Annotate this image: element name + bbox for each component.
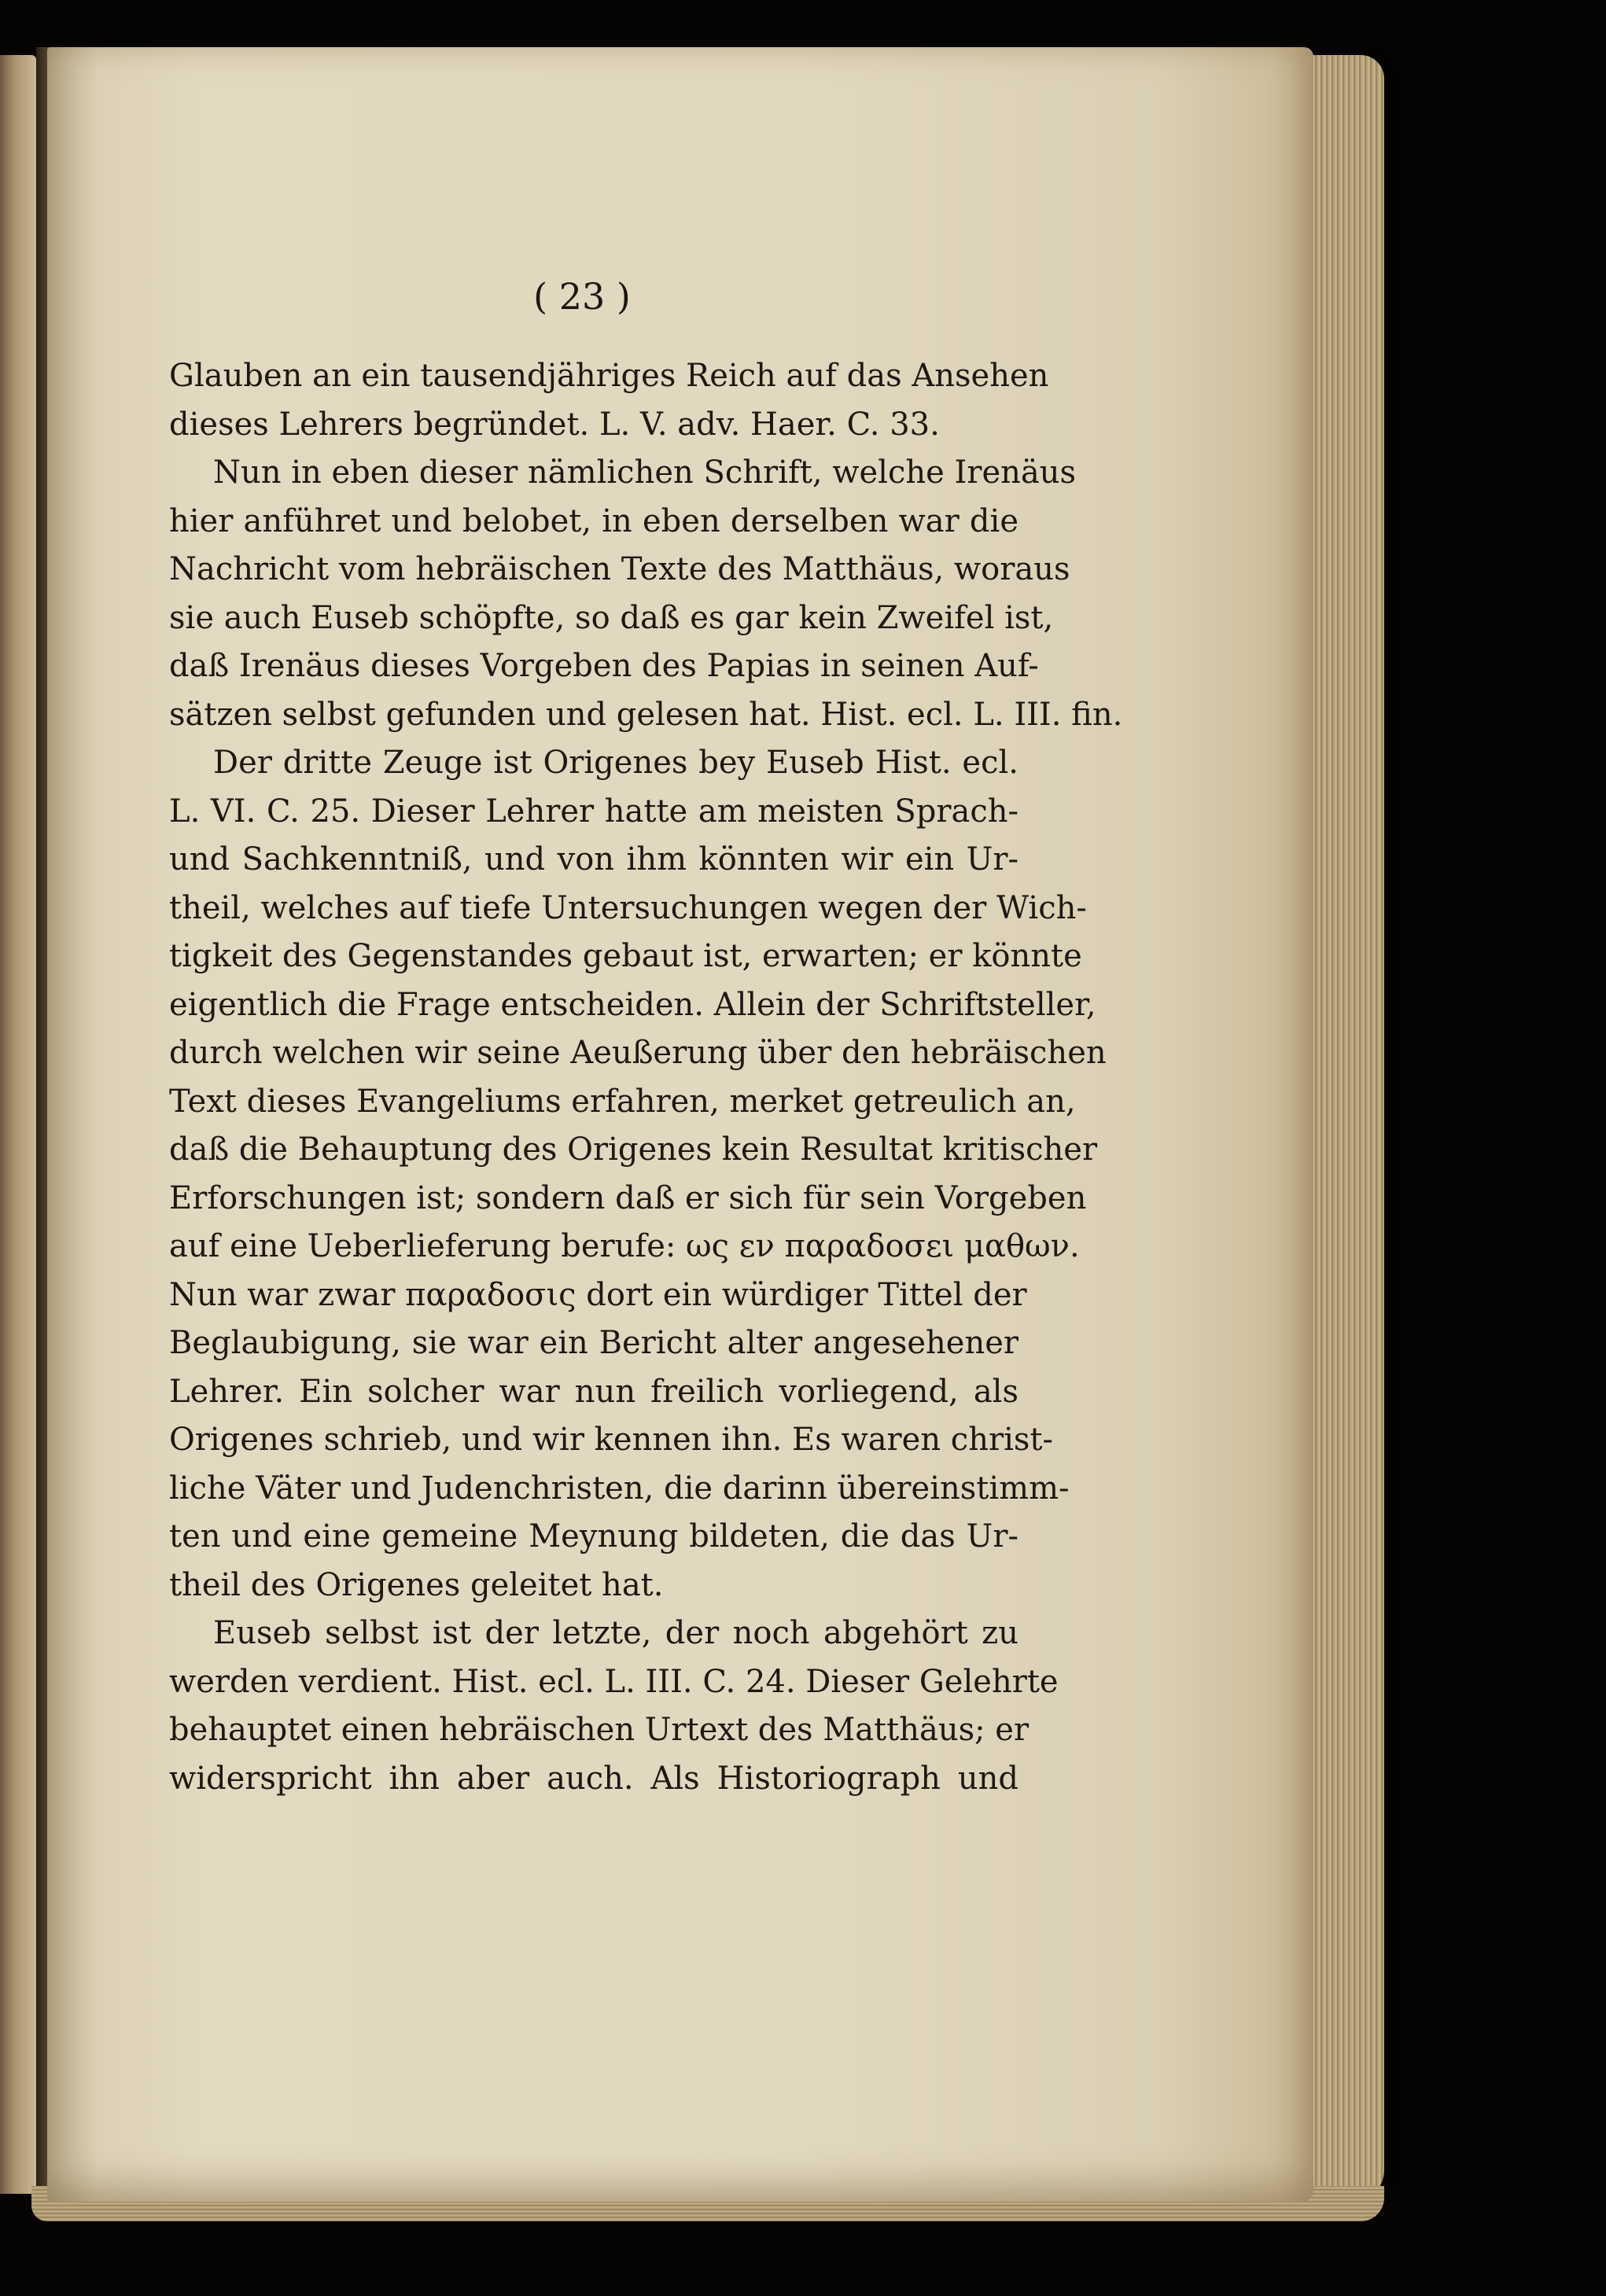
- text-line: daß Irenäus dieses Vorgeben des Papias in seinen Auf-: [169, 648, 1039, 684]
- text-line: auf eine Ueberlieferung berufe: ως εν παραδοσει μαθων.: [169, 1228, 1080, 1264]
- text-line: daß die Behauptung des Origenes kein Resultat kritischer: [169, 1131, 1098, 1168]
- text-line: Nun in eben dieser nämlichen Schrift, welche Irenäus: [213, 454, 1077, 491]
- text-line: eigentlich die Frage entscheiden. Allein der Schriftsteller,: [169, 986, 1096, 1023]
- text-line: Text dieses Evangeliums erfahren, merket getreulich an,: [169, 1083, 1076, 1120]
- text-line: L. VI. C. 25. Dieser Lehrer hatte am meisten Sprach-: [169, 793, 1018, 830]
- text-line: Lehrer. Ein solcher war nun freilich vorliegend, als: [169, 1373, 1018, 1410]
- text-line: liche Väter und Judenchristen, die darinn übereinstimm-: [169, 1470, 1070, 1507]
- text-line: dieses Lehrers begründet. L. V. adv. Haer. C. 33.: [169, 406, 940, 443]
- text-line: Euseb selbst ist der letzte, der noch abgehört zu: [213, 1615, 1018, 1651]
- text-line: hier anführet und belobet, in eben derselben war die: [169, 502, 1018, 539]
- text-line: und Sachkenntniß, und von ihm könnten wir ein Ur-: [169, 841, 1018, 878]
- text-line: Nun war zwar παραδοσις dort ein würdiger Tittel der: [169, 1276, 1027, 1313]
- text-line: Glauben an ein tausendjähriges Reich auf das Ansehen: [169, 358, 1049, 394]
- text-line: sätzen selbst gefunden und gelesen hat. Hist. ecl. L. III. fin.: [169, 696, 1123, 733]
- text-line: Der dritte Zeuge ist Origenes bey Euseb Hist. ecl.: [213, 745, 1018, 781]
- text-line: theil des Origenes geleitet hat.: [169, 1566, 664, 1603]
- text-line: tigkeit des Gegenstandes gebaut ist, erwarten; er könnte: [169, 938, 1082, 974]
- text-line: Erforschungen ist; sondern daß er sich für sein Vorgeben: [169, 1179, 1087, 1216]
- text-line: werden verdient. Hist. ecl. L. III. C. 24. Dieser Gelehrte: [169, 1663, 1059, 1700]
- page-text-block: [169, 352, 1123, 1803]
- text-line: sie auch Euseb schöpfte, so daß es gar kein Zweifel ist,: [169, 599, 1054, 636]
- text-line: Nachricht vom hebräischen Texte des Matthäus, woraus: [169, 551, 1070, 587]
- page-number-header: ( 23 ): [533, 275, 631, 318]
- text-line: Origenes schrieb, und wir kennen ihn. Es waren christ-: [169, 1422, 1054, 1458]
- text-line: theil, welches auf tiefe Untersuchungen wegen der Wich-: [169, 889, 1087, 926]
- text-line: behauptet einen hebräischen Urtext des Matthäus; er: [169, 1712, 1030, 1748]
- text-line: ten und eine gemeine Meynung bildeten, die das Ur-: [169, 1518, 1018, 1555]
- text-line: Beglaubigung, sie war ein Bericht alter angesehener: [169, 1325, 1018, 1361]
- left-page-edge: [0, 55, 36, 2194]
- text-line: durch welchen wir seine Aeußerung über den hebräischen: [169, 1035, 1107, 1071]
- text-line: widerspricht ihn aber auch. Als Historiograph und: [169, 1760, 1018, 1797]
